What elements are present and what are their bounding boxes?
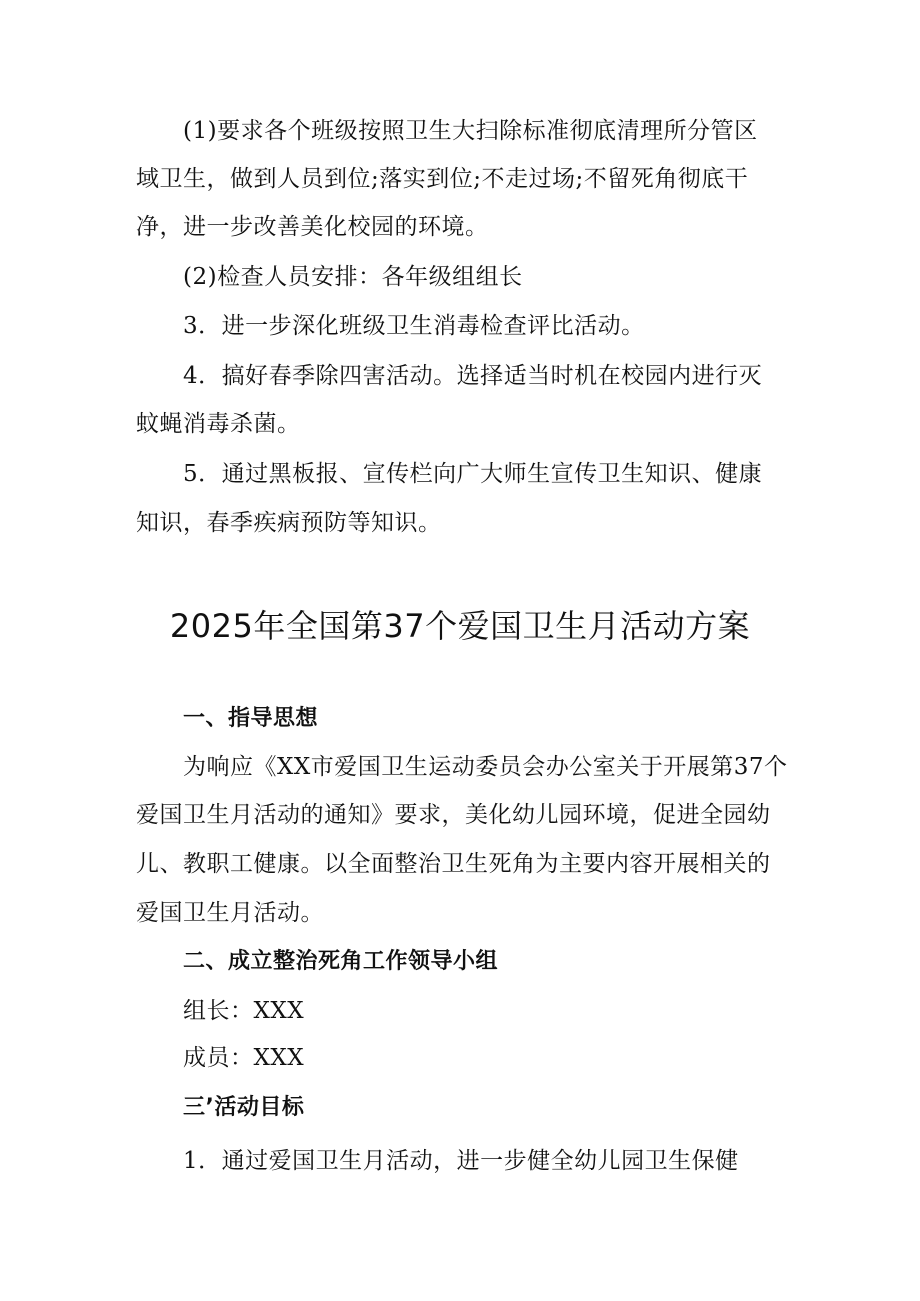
paragraph-4-line-2: 蚊蝇消毒杀菌。 (136, 411, 301, 437)
section-3-item-1: 1．通过爱国卫生月活动，进一步健全幼儿园卫生保健 (183, 1148, 739, 1174)
section-3-heading: 三’活动目标 (183, 1095, 305, 1120)
paragraph-5-line-1: 5．通过黑板报、宣传栏向广大师生宣传卫生知识、健康 (183, 461, 763, 487)
paragraph-2: (2)检查人员安排：各年级组组长 (183, 264, 523, 290)
section-1-line-3: 儿、教职工健康。以全面整治卫生死角为主要内容开展相关的 (136, 851, 771, 877)
members-line: 成员：XXX (183, 1045, 305, 1071)
leader-line: 组长：XXX (183, 998, 305, 1024)
section-2-heading: 二、成立整治死角工作领导小组 (183, 949, 499, 974)
paragraph-1-line-2: 域卫生，做到人员到位;落实到位;不走过场;不留死角彻底干 (136, 166, 749, 192)
paragraph-1-line-1: (1)要求各个班级按照卫生大扫除标准彻底清理所分管区 (183, 118, 758, 144)
paragraph-3: 3．进一步深化班级卫生消毒检查评比活动。 (183, 313, 645, 339)
document-title: 2025年全国第37个爱国卫生月活动方案 (169, 607, 751, 645)
paragraph-5-line-2: 知识，春季疾病预防等知识。 (136, 510, 442, 536)
section-1-heading: 一、指导思想 (183, 706, 319, 731)
section-1-line-2: 爱国卫生月活动的通知》要求，美化幼儿园环境，促进全园幼 (136, 802, 771, 828)
paragraph-1-line-3: 净，进一步改善美化校园的环境。 (136, 214, 489, 240)
paragraph-4-line-1: 4．搞好春季除四害活动。选择适当时机在校园内进行灭 (183, 363, 763, 389)
section-1-line-1: 为响应《XX市爱国卫生运动委员会办公室关于开展第37个 (183, 754, 788, 780)
section-1-line-4: 爱国卫生月活动。 (136, 900, 324, 926)
